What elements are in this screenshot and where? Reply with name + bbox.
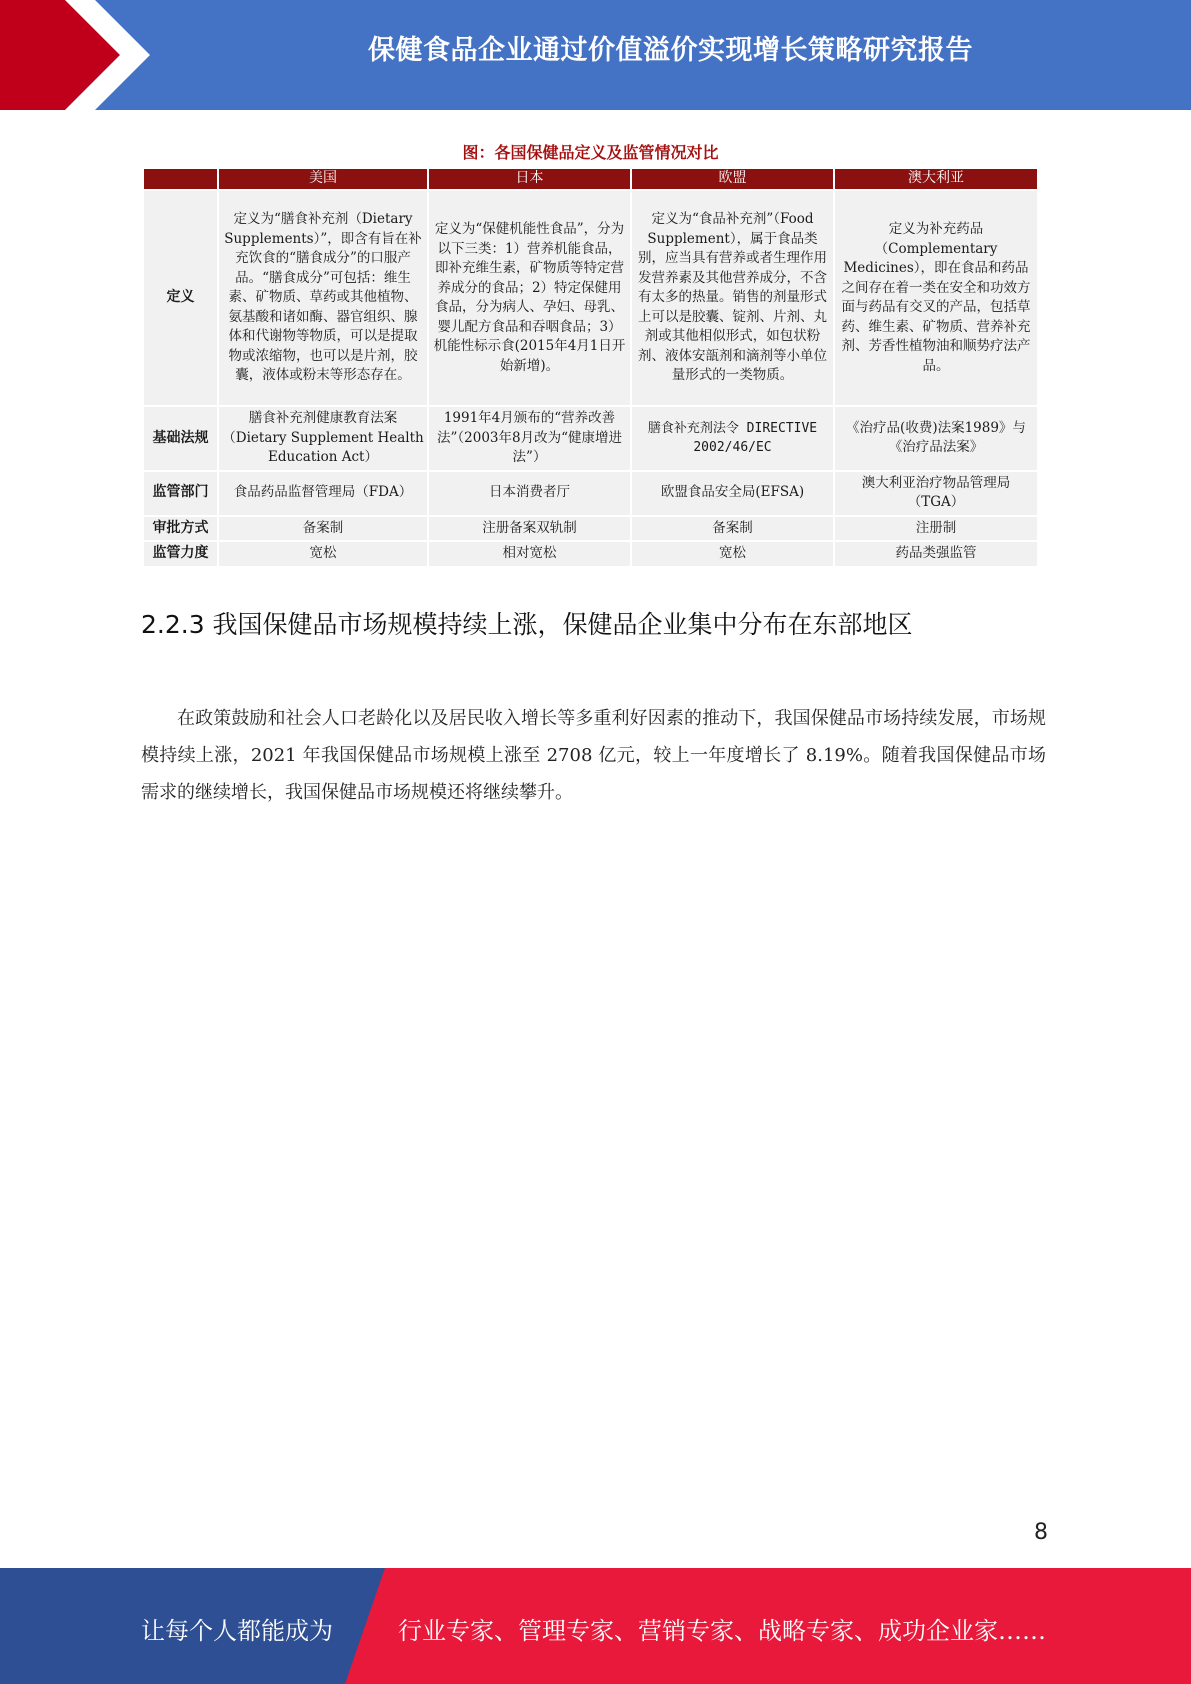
table-header-cell: 美国 xyxy=(218,169,428,190)
table-cell: 膳食补充剂法令 DIRECTIVE 2002/46/EC xyxy=(631,406,834,471)
table-header-cell xyxy=(144,169,218,190)
table-cell: 1991年4月颁布的“营养改善法”（2003年8月改为“健康增进法”） xyxy=(428,406,631,471)
table-header-cell: 欧盟 xyxy=(631,169,834,190)
row-label: 审批方式 xyxy=(144,516,218,542)
table-cell: 定义为“膳食补充剂（Dietary Supplements）”，即含有旨在补充饮食的“膳食成分”的口服产品。“膳食成分”可包括：维生素、矿物质、草药或其他植物、氨基酸和诸如酶、器官组织、腺体和代谢物等物质，可以是提取物或浓缩物，也可以是片剂，胶囊，液体或粉末等形态存在。 xyxy=(218,190,428,406)
footer-slogan-left: 让每个人都能成为 xyxy=(141,1617,333,1645)
report-title: 保健食品企业通过价值溢价实现增长策略研究报告 xyxy=(368,35,973,66)
body-paragraph: 在政策鼓励和社会人口老龄化以及居民收入增长等多重利好因素的推动下，我国保健品市场持续发展，市场规模持续上涨，2021 年我国保健品市场规模上涨至 2708 亿元，较上一年度增长了 8.19%。随着我国保健品市场需求的继续增长，我国保健品市场规模还将继续攀升。 xyxy=(141,708,1046,803)
section-heading: 2.2.3 我国保健品市场规模持续上涨，保健品企业集中分布在东部地区 xyxy=(141,610,913,639)
page-header xyxy=(0,0,1191,110)
table-cell: 日本消费者厅 xyxy=(428,471,631,516)
table-cell: 备案制 xyxy=(218,516,428,542)
table-cell: 定义为“保健机能性食品”，分为以下三类：1）营养机能食品，即补充维生素，矿物质等特定营养成分的食品；2）特定保健用食品，分为病人、孕妇、母乳、婴儿配方食品和吞咽食品；3）机能性标示食(2015年4月1日开始新增)。 xyxy=(428,190,631,406)
table-cell: 宽松 xyxy=(218,541,428,566)
row-label: 监管部门 xyxy=(144,471,218,516)
table-cell: 定义为“食品补充剂”（Food Supplement），属于食品类别，应当具有营养或者生理作用发营养素及其他营养成分，不含有太多的热量。销售的剂量形式上可以是胶囊、锭剂、片剂、丸剂或其他相似形式，如包状粉剂、液体安瓿剂和滴剂等小单位量形式的一类物质。 xyxy=(631,190,834,406)
table-cell: 澳大利亚治疗物品管理局（TGA） xyxy=(834,471,1037,516)
table-row xyxy=(144,516,1037,542)
table-cell: 定义为补充药品（Complementary Medicines），即在食品和药品之间存在着一类在安全和功效方面与药品有交叉的产品，包括草药、维生素、矿物质、营养补充剂、芳香性植物油和顺势疗法产品。 xyxy=(834,190,1037,406)
table-row xyxy=(144,471,1037,516)
table-cell: 食品药品监督管理局（FDA） xyxy=(218,471,428,516)
table-row xyxy=(144,406,1037,471)
table-header-cell: 日本 xyxy=(428,169,631,190)
table-row xyxy=(144,541,1037,566)
regulation-comparison-table xyxy=(144,169,1037,566)
table-cell: 注册制 xyxy=(834,516,1037,542)
table-cell: 《治疗品(收费)法案1989》与《治疗品法案》 xyxy=(834,406,1037,471)
table-cell: 注册备案双轨制 xyxy=(428,516,631,542)
table-row xyxy=(144,190,1037,406)
page-number: 8 xyxy=(1034,1520,1048,1545)
page-footer xyxy=(0,1568,1191,1684)
row-label: 基础法规 xyxy=(144,406,218,471)
row-label: 定义 xyxy=(144,190,218,406)
table-header-cell: 澳大利亚 xyxy=(834,169,1037,190)
row-label: 监管力度 xyxy=(144,541,218,566)
table-header-row xyxy=(144,169,1037,190)
table-cell: 相对宽松 xyxy=(428,541,631,566)
table-cell: 膳食补充剂健康教育法案（Dietary Supplement Health Education Act） xyxy=(218,406,428,471)
table-caption: 图：各国保健品定义及监管情况对比 xyxy=(462,143,719,162)
table-cell: 备案制 xyxy=(631,516,834,542)
table-cell: 宽松 xyxy=(631,541,834,566)
footer-slogan-right: 行业专家、管理专家、营销专家、战略专家、成功企业家…… xyxy=(398,1617,1046,1645)
table-cell: 药品类强监管 xyxy=(834,541,1037,566)
table-cell: 欧盟食品安全局(EFSA) xyxy=(631,471,834,516)
